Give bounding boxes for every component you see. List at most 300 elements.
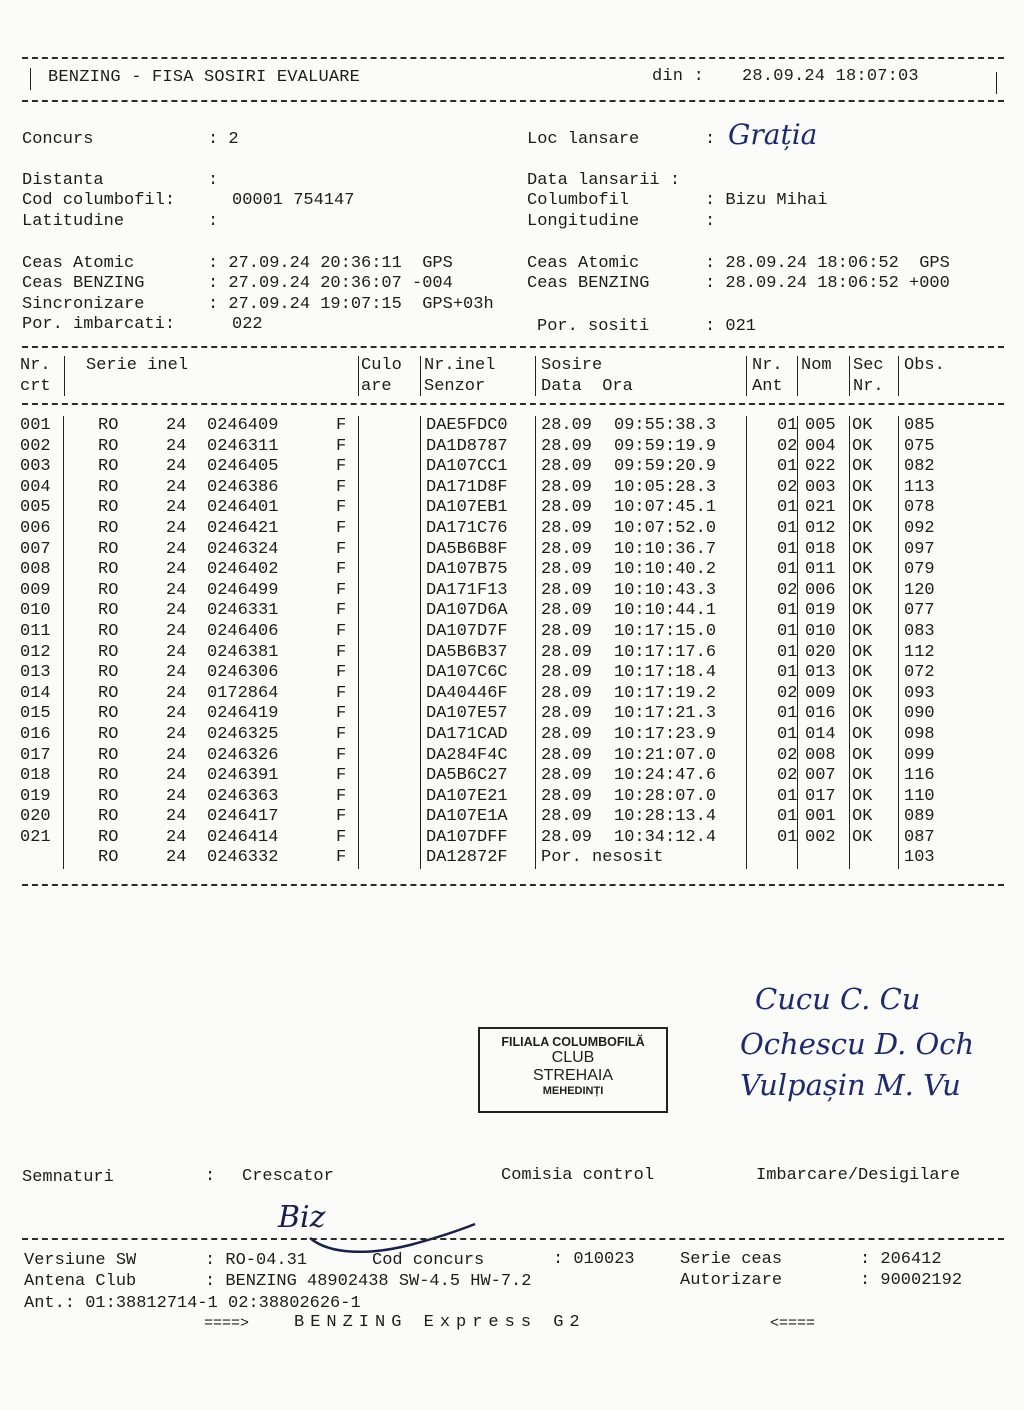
row-nom: 001 bbox=[805, 807, 836, 827]
column-divider bbox=[535, 848, 536, 869]
row-ring-number: 0246421 bbox=[207, 518, 279, 538]
row-security: OK bbox=[852, 642, 873, 662]
column-divider bbox=[535, 540, 536, 561]
row-antenna: 01 bbox=[777, 642, 798, 662]
column-divider bbox=[898, 643, 899, 664]
column-divider bbox=[358, 540, 359, 561]
row-nr: 010 bbox=[20, 601, 51, 621]
column-divider bbox=[849, 519, 850, 540]
column-divider bbox=[535, 581, 536, 602]
row-nr: 007 bbox=[20, 539, 51, 559]
column-divider bbox=[746, 519, 747, 540]
row-ring-number: 0246311 bbox=[207, 436, 279, 456]
column-divider bbox=[358, 581, 359, 602]
row-time: 09:59:19.9 bbox=[614, 436, 717, 456]
row-time: 10:07:45.1 bbox=[614, 498, 717, 518]
row-nr: 009 bbox=[20, 580, 51, 600]
row-sensor: DA171F13 bbox=[426, 580, 508, 600]
row-year: 24 bbox=[166, 518, 187, 538]
column-divider bbox=[746, 787, 747, 808]
row-security: OK bbox=[852, 560, 873, 580]
row-security: OK bbox=[852, 457, 873, 477]
row-security: OK bbox=[852, 683, 873, 703]
start-ceas-atomic-value: : 27.09.24 20:36:11 GPS bbox=[208, 254, 453, 273]
report-date-value: 28.09.24 18:07:03 bbox=[742, 67, 919, 86]
column-divider bbox=[797, 766, 798, 787]
column-divider bbox=[358, 478, 359, 499]
row-sensor: DA5B6C27 bbox=[426, 766, 508, 786]
column-divider bbox=[797, 848, 798, 869]
row-sex: F bbox=[336, 724, 347, 744]
row-country: RO bbox=[98, 663, 119, 683]
row-date: 28.09 bbox=[541, 518, 593, 538]
column-divider bbox=[420, 828, 421, 849]
row-ring-number: 0246324 bbox=[207, 539, 279, 559]
row-sensor: DA107DFF bbox=[426, 827, 508, 847]
versiune-label: Versiune SW bbox=[24, 1251, 137, 1270]
row-time: 10:10:40.2 bbox=[614, 560, 717, 580]
row-sensor: DA107C6C bbox=[426, 663, 508, 683]
column-divider bbox=[63, 704, 64, 725]
row-ring-number: 0246402 bbox=[207, 560, 279, 580]
row-date: 28.09 bbox=[541, 601, 593, 621]
row-nr: 005 bbox=[20, 498, 51, 518]
th-divider bbox=[797, 356, 798, 396]
row-country: RO bbox=[98, 766, 119, 786]
column-divider bbox=[63, 498, 64, 519]
row-antenna: 01 bbox=[777, 786, 798, 806]
th-sosire: Sosire bbox=[541, 356, 603, 375]
row-obs: 098 bbox=[904, 724, 935, 744]
latitudine-label: Latitudine bbox=[22, 212, 125, 231]
row-time: 09:55:38.3 bbox=[614, 416, 717, 435]
row-nr: 016 bbox=[20, 724, 51, 744]
row-time: 10:10:36.7 bbox=[614, 539, 717, 559]
column-divider bbox=[358, 416, 359, 437]
row-nr: 001 bbox=[20, 416, 51, 435]
column-divider bbox=[63, 560, 64, 581]
row-sex: F bbox=[336, 807, 347, 827]
row-date: 28.09 bbox=[541, 621, 593, 641]
column-divider bbox=[746, 560, 747, 581]
latitudine-value: : bbox=[208, 212, 219, 231]
row-nom: 019 bbox=[805, 601, 836, 621]
column-divider bbox=[898, 828, 899, 849]
row-nr: 008 bbox=[20, 560, 51, 580]
row-nr: 017 bbox=[20, 745, 51, 765]
column-divider bbox=[420, 622, 421, 643]
column-divider bbox=[898, 746, 899, 767]
column-divider bbox=[898, 498, 899, 519]
column-divider bbox=[535, 519, 536, 540]
column-divider bbox=[358, 519, 359, 540]
row-year: 24 bbox=[166, 436, 187, 456]
column-divider bbox=[420, 807, 421, 828]
row-sex: F bbox=[336, 786, 347, 806]
row-sensor: DA107E57 bbox=[426, 704, 508, 724]
column-divider bbox=[797, 437, 798, 458]
row-obs: 120 bbox=[904, 580, 935, 600]
row-obs: 087 bbox=[904, 827, 935, 847]
row-sensor: DA171CAD bbox=[426, 724, 508, 744]
row-time: 10:34:12.4 bbox=[614, 827, 717, 847]
row-security: OK bbox=[852, 539, 873, 559]
row-country: RO bbox=[98, 477, 119, 497]
row-country: RO bbox=[98, 457, 119, 477]
cod-concurs-label: Cod concurs bbox=[372, 1251, 485, 1270]
row-year: 24 bbox=[166, 663, 187, 683]
th-culoare-2: are bbox=[361, 377, 392, 396]
serie-ceas-value: : 206412 bbox=[860, 1250, 942, 1269]
column-divider bbox=[63, 684, 64, 705]
end-ceas-benzing-label: Ceas BENZING bbox=[527, 274, 650, 293]
column-divider bbox=[420, 787, 421, 808]
report-date-label: din : bbox=[652, 67, 705, 86]
document-title: BENZING - FISA SOSIRI EVALUARE bbox=[48, 68, 361, 87]
column-divider bbox=[420, 540, 421, 561]
row-sensor: DA107E21 bbox=[426, 786, 508, 806]
row-date: 28.09 bbox=[541, 642, 593, 662]
column-divider bbox=[797, 704, 798, 725]
column-divider bbox=[63, 766, 64, 787]
column-divider bbox=[535, 704, 536, 725]
column-divider bbox=[535, 766, 536, 787]
row-year: 24 bbox=[166, 704, 187, 724]
row-nom: 003 bbox=[805, 477, 836, 497]
column-divider bbox=[420, 581, 421, 602]
column-divider bbox=[535, 746, 536, 767]
column-divider bbox=[797, 622, 798, 643]
row-ring-number: 0246325 bbox=[207, 724, 279, 744]
row-security: OK bbox=[852, 704, 873, 724]
semnaturi-label: Semnaturi bbox=[22, 1168, 114, 1187]
header-top-rule bbox=[22, 57, 1004, 59]
column-divider bbox=[746, 416, 747, 437]
row-time: 10:17:23.9 bbox=[614, 724, 717, 744]
row-year: 24 bbox=[166, 457, 187, 477]
row-antenna: 01 bbox=[777, 621, 798, 641]
antenna-serials: Ant.: 01:38812714-1 02:38802626-1 bbox=[24, 1294, 361, 1313]
row-year: 24 bbox=[166, 786, 187, 806]
column-divider bbox=[535, 622, 536, 643]
row-antenna: 01 bbox=[777, 724, 798, 744]
row-date: 28.09 bbox=[541, 683, 593, 703]
column-divider bbox=[358, 498, 359, 519]
column-divider bbox=[797, 457, 798, 478]
column-divider bbox=[746, 478, 747, 499]
row-nr: 015 bbox=[20, 704, 51, 724]
th-divider bbox=[746, 356, 747, 396]
row-time: 10:10:44.1 bbox=[614, 601, 717, 621]
row-security: OK bbox=[852, 807, 873, 827]
column-divider bbox=[797, 787, 798, 808]
row-obs: 099 bbox=[904, 745, 935, 765]
row-antenna: 01 bbox=[777, 560, 798, 580]
row-year: 24 bbox=[166, 724, 187, 744]
row-year: 24 bbox=[166, 539, 187, 559]
column-divider bbox=[420, 643, 421, 664]
column-divider bbox=[358, 725, 359, 746]
row-security: OK bbox=[852, 827, 873, 847]
column-divider bbox=[63, 787, 64, 808]
column-divider bbox=[535, 498, 536, 519]
stamp-line-2: CLUB bbox=[551, 1049, 595, 1066]
cod-columbofil-value: 00001 754147 bbox=[232, 191, 355, 210]
row-year: 24 bbox=[166, 807, 187, 827]
row-nom: 020 bbox=[805, 642, 836, 662]
column-divider bbox=[420, 601, 421, 622]
column-divider bbox=[746, 704, 747, 725]
row-date: Por. nesosit bbox=[541, 848, 664, 868]
row-sensor: DA107E1A bbox=[426, 807, 508, 827]
column-divider bbox=[420, 848, 421, 869]
row-date: 28.09 bbox=[541, 560, 593, 580]
row-date: 28.09 bbox=[541, 807, 593, 827]
por-imbarcati-label: Por. imbarcati: bbox=[22, 315, 176, 334]
row-antenna: 02 bbox=[777, 683, 798, 703]
row-time: 10:05:28.3 bbox=[614, 477, 717, 497]
column-divider bbox=[420, 457, 421, 478]
row-date: 28.09 bbox=[541, 745, 593, 765]
row-country: RO bbox=[98, 848, 119, 868]
row-security: OK bbox=[852, 518, 873, 538]
column-divider bbox=[63, 807, 64, 828]
stamp-line-1: FILIALA COLUMBOFILĂ bbox=[501, 1035, 645, 1049]
row-antenna: 01 bbox=[777, 704, 798, 724]
row-ring-number: 0246414 bbox=[207, 827, 279, 847]
column-divider bbox=[849, 498, 850, 519]
row-nr: 004 bbox=[20, 477, 51, 497]
row-sex: F bbox=[336, 498, 347, 518]
column-divider bbox=[746, 746, 747, 767]
row-nom: 005 bbox=[805, 416, 836, 435]
row-nom: 002 bbox=[805, 827, 836, 847]
row-security: OK bbox=[852, 663, 873, 683]
column-divider bbox=[898, 787, 899, 808]
column-divider bbox=[358, 704, 359, 725]
column-divider bbox=[898, 663, 899, 684]
row-antenna: 01 bbox=[777, 807, 798, 827]
column-divider bbox=[797, 725, 798, 746]
end-ceas-benzing-value: : 28.09.24 18:06:52 +000 bbox=[705, 274, 950, 293]
column-divider bbox=[797, 643, 798, 664]
row-country: RO bbox=[98, 745, 119, 765]
table-header-rule bbox=[22, 403, 1004, 405]
row-nr: 012 bbox=[20, 642, 51, 662]
column-divider bbox=[898, 457, 899, 478]
commission-signature-3: Vulpașin M. Vu bbox=[740, 1068, 961, 1102]
brand-arrow-left: ====> bbox=[204, 1315, 250, 1332]
data-lansarii-label: Data lansarii : bbox=[527, 171, 681, 190]
row-security: OK bbox=[852, 498, 873, 518]
column-divider bbox=[63, 581, 64, 602]
row-nom: 016 bbox=[805, 704, 836, 724]
column-divider bbox=[535, 601, 536, 622]
column-divider bbox=[746, 684, 747, 705]
row-nom: 006 bbox=[805, 580, 836, 600]
column-divider bbox=[535, 663, 536, 684]
column-divider bbox=[849, 437, 850, 458]
row-ring-number: 0246332 bbox=[207, 848, 279, 868]
distanta-value: : bbox=[208, 171, 219, 190]
column-divider bbox=[898, 704, 899, 725]
th-divider bbox=[358, 356, 359, 396]
row-nom: 013 bbox=[805, 663, 836, 683]
crescator-label: Crescator bbox=[242, 1167, 334, 1186]
column-divider bbox=[358, 643, 359, 664]
row-nom: 014 bbox=[805, 724, 836, 744]
row-year: 24 bbox=[166, 477, 187, 497]
column-divider bbox=[849, 643, 850, 664]
row-security: OK bbox=[852, 477, 873, 497]
loc-lansare-handwritten: Grația bbox=[728, 118, 818, 151]
column-divider bbox=[63, 622, 64, 643]
row-ring-number: 0246401 bbox=[207, 498, 279, 518]
row-security: OK bbox=[852, 436, 873, 456]
row-ring-number: 0246306 bbox=[207, 663, 279, 683]
crescator-signature: Biz bbox=[278, 1200, 326, 1235]
row-ring-number: 0246381 bbox=[207, 642, 279, 662]
start-ceas-benzing-value: : 27.09.24 20:36:07 -004 bbox=[208, 274, 453, 293]
column-divider bbox=[535, 457, 536, 478]
end-ceas-atomic-label: Ceas Atomic bbox=[527, 254, 640, 273]
column-divider bbox=[746, 601, 747, 622]
row-antenna: 01 bbox=[777, 457, 798, 477]
sincronizare-value: : 27.09.24 19:07:15 GPS+03h bbox=[208, 295, 494, 314]
row-country: RO bbox=[98, 498, 119, 518]
column-divider bbox=[420, 746, 421, 767]
row-time: 10:10:43.3 bbox=[614, 580, 717, 600]
row-obs: 077 bbox=[904, 601, 935, 621]
row-nom: 018 bbox=[805, 539, 836, 559]
row-year: 24 bbox=[166, 498, 187, 518]
row-date: 28.09 bbox=[541, 766, 593, 786]
row-time: 10:17:15.0 bbox=[614, 621, 717, 641]
column-divider bbox=[420, 704, 421, 725]
row-year: 24 bbox=[166, 683, 187, 703]
th-divider bbox=[849, 356, 850, 396]
row-country: RO bbox=[98, 683, 119, 703]
row-country: RO bbox=[98, 560, 119, 580]
row-obs: 097 bbox=[904, 539, 935, 559]
row-nom: 021 bbox=[805, 498, 836, 518]
th-data-ora: Data Ora bbox=[541, 377, 633, 396]
header-left-border bbox=[30, 68, 31, 90]
column-divider bbox=[746, 807, 747, 828]
row-time: 10:28:13.4 bbox=[614, 807, 717, 827]
row-ring-number: 0246409 bbox=[207, 416, 279, 435]
row-sex: F bbox=[336, 621, 347, 641]
column-divider bbox=[63, 540, 64, 561]
row-nom: 007 bbox=[805, 766, 836, 786]
column-divider bbox=[849, 725, 850, 746]
row-obs: 085 bbox=[904, 416, 935, 435]
column-divider bbox=[535, 643, 536, 664]
column-divider bbox=[849, 622, 850, 643]
column-divider bbox=[746, 457, 747, 478]
row-ring-number: 0246419 bbox=[207, 704, 279, 724]
row-ring-number: 0246405 bbox=[207, 457, 279, 477]
row-obs: 093 bbox=[904, 683, 935, 703]
row-antenna: 01 bbox=[777, 498, 798, 518]
row-date: 28.09 bbox=[541, 436, 593, 456]
row-sensor: DA107D7F bbox=[426, 621, 508, 641]
row-sex: F bbox=[336, 642, 347, 662]
column-divider bbox=[898, 807, 899, 828]
end-ceas-atomic-value: : 28.09.24 18:06:52 GPS bbox=[705, 254, 950, 273]
table-top-rule bbox=[22, 346, 1004, 348]
row-sensor: DA171D8F bbox=[426, 477, 508, 497]
row-date: 28.09 bbox=[541, 416, 593, 435]
column-divider bbox=[358, 828, 359, 849]
column-divider bbox=[797, 601, 798, 622]
column-divider bbox=[358, 807, 359, 828]
column-divider bbox=[849, 828, 850, 849]
column-divider bbox=[535, 416, 536, 437]
row-nom: 011 bbox=[805, 560, 836, 580]
column-divider bbox=[358, 437, 359, 458]
row-year: 24 bbox=[166, 580, 187, 600]
row-country: RO bbox=[98, 518, 119, 538]
row-ring-number: 0246499 bbox=[207, 580, 279, 600]
row-sensor: DA1D8787 bbox=[426, 436, 508, 456]
row-sex: F bbox=[336, 539, 347, 559]
row-antenna: 02 bbox=[777, 477, 798, 497]
row-sensor: DA5B6B37 bbox=[426, 642, 508, 662]
row-sex: F bbox=[336, 601, 347, 621]
row-obs: 072 bbox=[904, 663, 935, 683]
row-sex: F bbox=[336, 436, 347, 456]
th-nr-ant: Nr. bbox=[752, 356, 783, 375]
row-country: RO bbox=[98, 580, 119, 600]
column-divider bbox=[898, 560, 899, 581]
row-sex: F bbox=[336, 416, 347, 435]
row-obs: 103 bbox=[904, 848, 935, 868]
row-sex: F bbox=[336, 745, 347, 765]
row-obs: 075 bbox=[904, 436, 935, 456]
column-divider bbox=[849, 457, 850, 478]
row-country: RO bbox=[98, 827, 119, 847]
th-divider bbox=[535, 356, 536, 396]
row-nr: 020 bbox=[20, 807, 51, 827]
column-divider bbox=[797, 519, 798, 540]
column-divider bbox=[849, 478, 850, 499]
stamp-line-4: MEHEDINȚI bbox=[542, 1085, 604, 1097]
column-divider bbox=[358, 622, 359, 643]
row-sex: F bbox=[336, 560, 347, 580]
columbofil-label: Columbofil bbox=[527, 191, 630, 210]
row-antenna: 01 bbox=[777, 539, 798, 559]
row-sex: F bbox=[336, 580, 347, 600]
row-date: 28.09 bbox=[541, 663, 593, 683]
row-antenna: 02 bbox=[777, 745, 798, 765]
row-sensor: DA40446F bbox=[426, 683, 508, 703]
imbarcare-desigilare-label: Imbarcare/Desigilare bbox=[756, 1166, 961, 1185]
column-divider bbox=[358, 746, 359, 767]
th-senzor: Senzor bbox=[424, 377, 486, 396]
row-sensor: DA5B6B8F bbox=[426, 539, 508, 559]
th-divider bbox=[64, 356, 65, 396]
row-obs: 089 bbox=[904, 807, 935, 827]
columbofil-value: : Bizu Mihai bbox=[705, 191, 828, 210]
row-date: 28.09 bbox=[541, 539, 593, 559]
row-time: 10:24:47.6 bbox=[614, 766, 717, 786]
row-sex: F bbox=[336, 683, 347, 703]
row-sensor: DA171C76 bbox=[426, 518, 508, 538]
row-date: 28.09 bbox=[541, 580, 593, 600]
row-obs: 110 bbox=[904, 786, 935, 806]
column-divider bbox=[849, 848, 850, 869]
